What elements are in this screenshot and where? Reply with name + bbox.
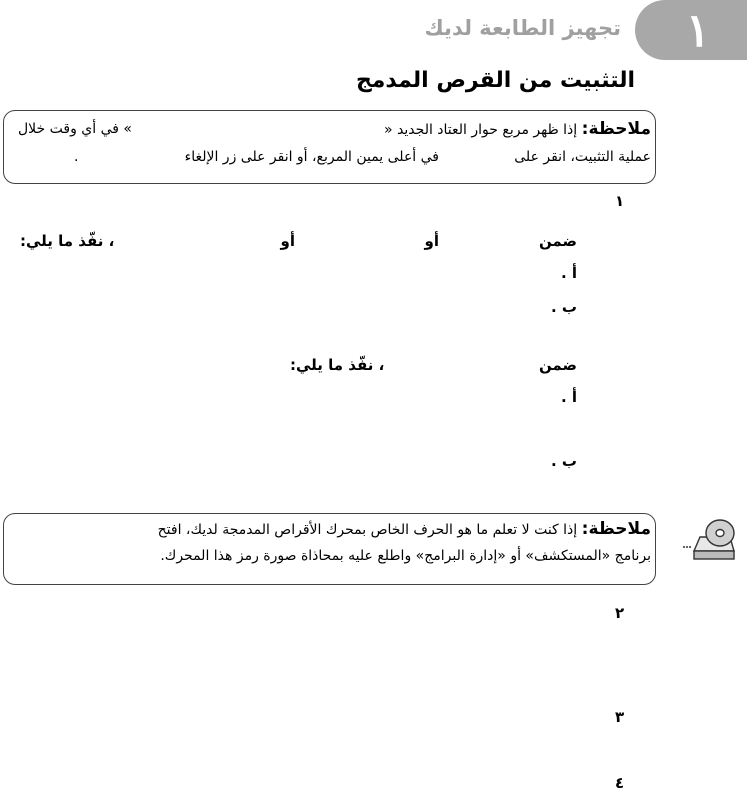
step1-sub-a-2: أ . <box>560 388 577 406</box>
section-title: التثبيت من القرص المدمج <box>355 68 635 93</box>
step1-sub-a: أ . <box>560 264 577 282</box>
step1-line-a-4: ، نفّذ ما يلي: <box>20 232 115 250</box>
step1-line-b-2: ، نفّذ ما يلي: <box>290 356 385 374</box>
note1-line2-start: عملية التثبيت، انقر على <box>514 149 651 165</box>
chapter-title: تجهيز الطابعة لديك <box>424 16 621 40</box>
step1-line-b-1: ضمن <box>538 356 577 374</box>
step1-sub-b: ب . <box>551 298 577 316</box>
step1-line-a-2: أو <box>424 232 439 250</box>
step-3-number: ٣ <box>615 708 625 726</box>
step-4-number: ٤ <box>615 774 625 792</box>
note2-line2: برنامج «المستكشف» أو «إدارة البرامج» واطلع عليه بمحاذاة صورة رمز هذا المحرك. <box>160 548 651 564</box>
step1-line-a-1: ضمن <box>538 232 577 250</box>
note1-line2-end: . <box>74 149 79 165</box>
cd-drive-icon <box>680 517 738 565</box>
note1-label: ملاحظة: <box>581 119 651 139</box>
note1-line1: ملاحظة: إذا ظهر مربع حوار العتاد الجديد « <box>384 119 651 139</box>
note1-line1-end: » في أي وقت خلال <box>18 121 132 137</box>
chapter-number: ١ <box>685 3 711 57</box>
step-1-number: ١ <box>615 192 625 210</box>
step1-line-a-3: أو <box>280 232 295 250</box>
note2-label: ملاحظة: <box>581 519 651 539</box>
note1-line2-mid: في أعلى يمين المربع، أو انقر على زر الإلغاء <box>184 149 439 165</box>
step1-sub-b-2: ب . <box>551 452 577 470</box>
step-2-number: ٢ <box>615 604 625 622</box>
note2-line1: ملاحظة: إذا كنت لا تعلم ما هو الحرف الخاص بمحرك الأقراص المدمجة لديك، افتح <box>157 519 651 539</box>
